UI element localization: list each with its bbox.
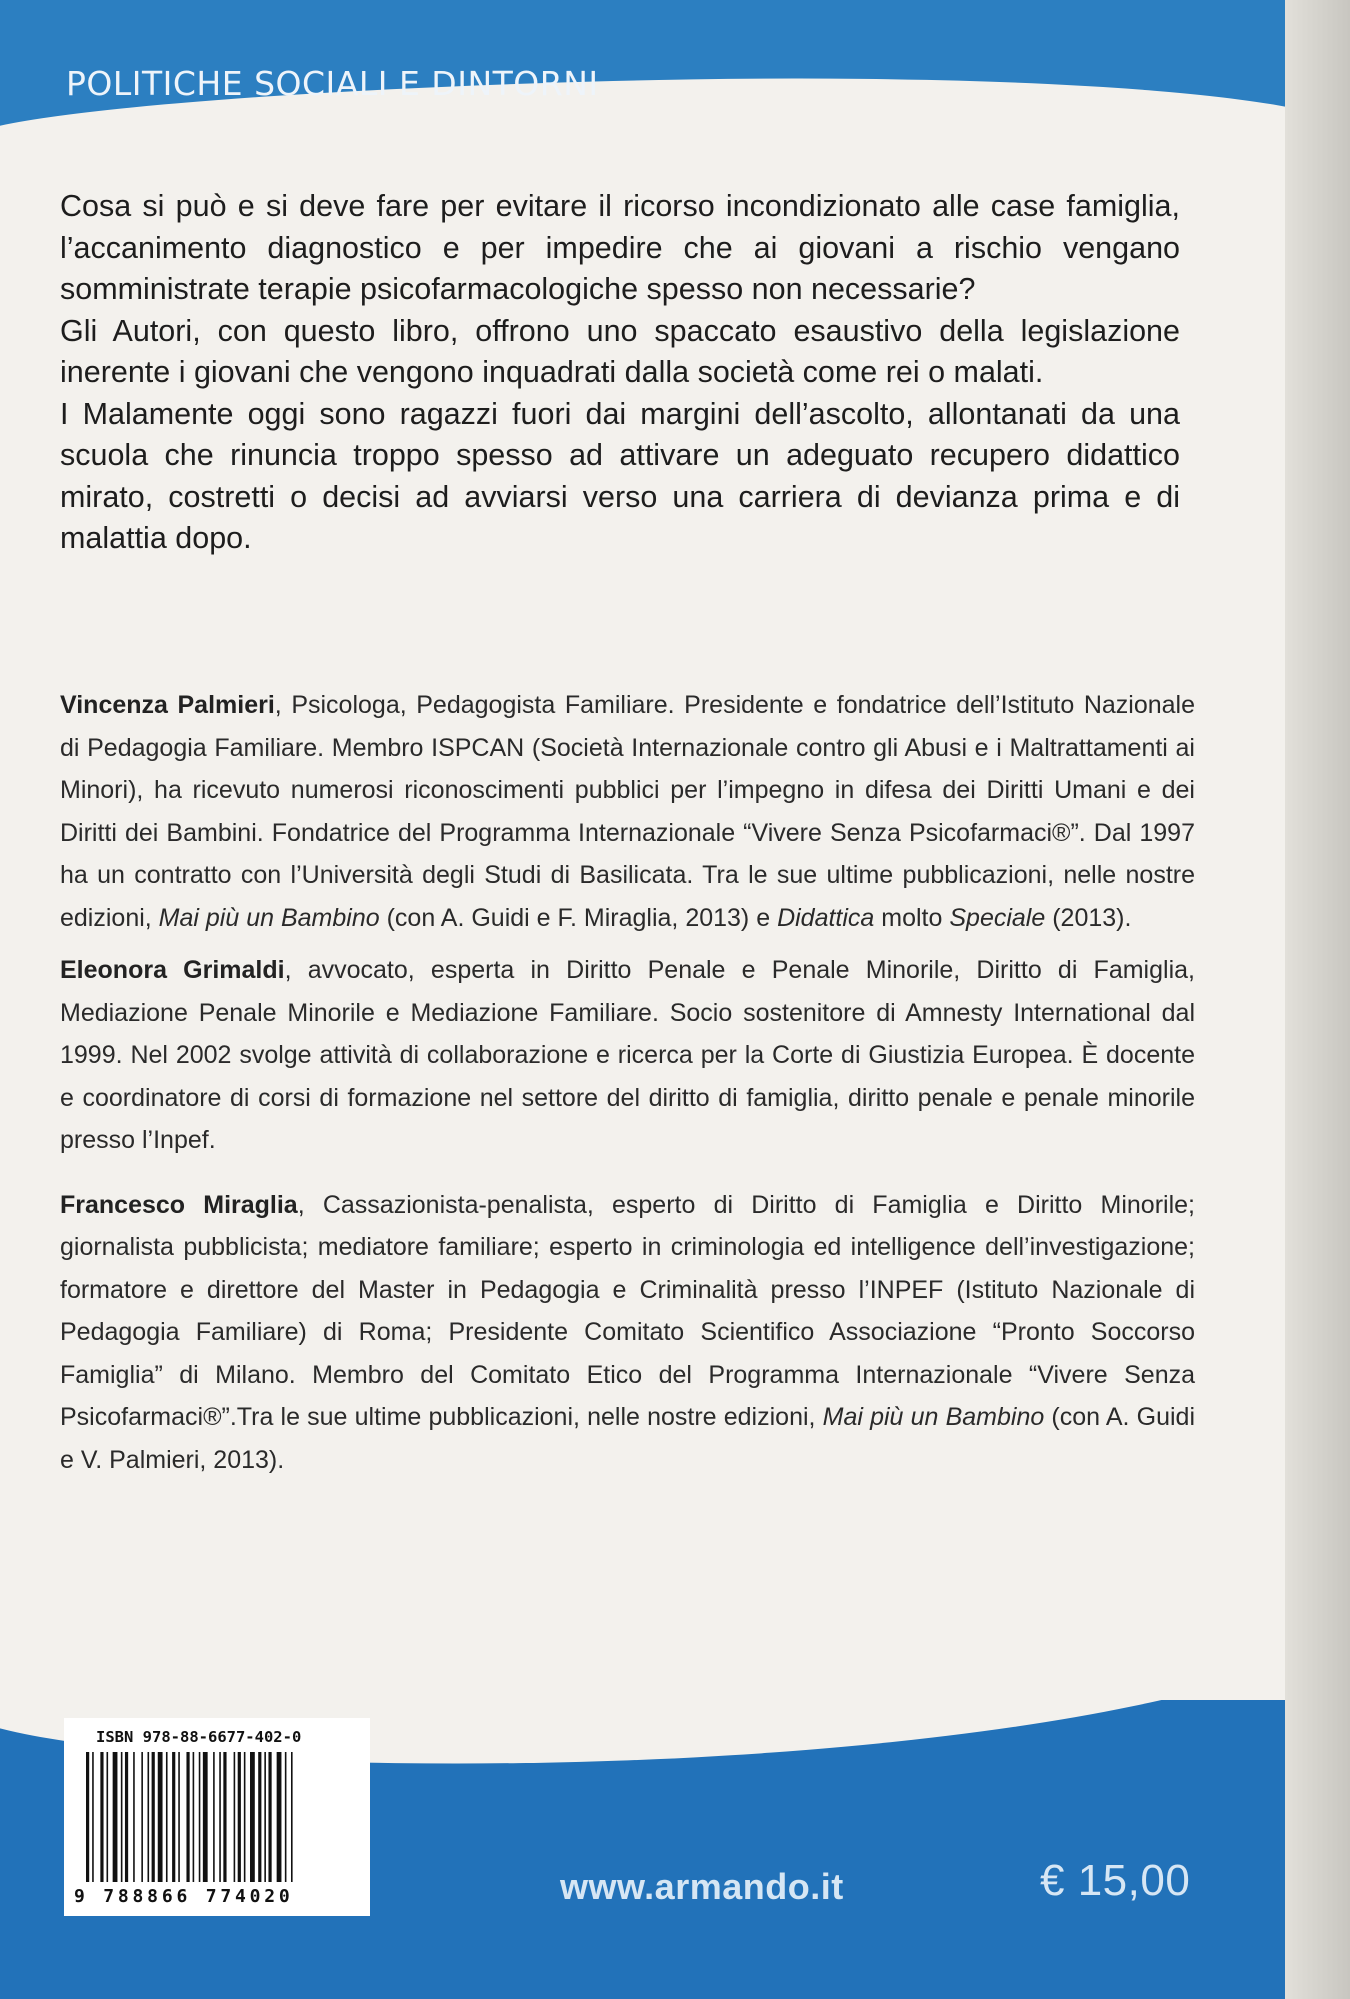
author-bio-miraglia: [60, 1184, 1195, 1482]
book-title: Speciale: [949, 903, 1046, 932]
book-title: Mai più un Bambino: [822, 1403, 1045, 1431]
bio-text: , avvocato, esperta in Diritto Penale e Penale Minorile, Diritto di Famiglia, Mediazione Penale Minorile e Mediazione Familiare. Socio sostenitore di Amnesty International dal 1999. Nel 2002 svolge attività di collaborazione e ricerca per la Corte di Giustizia Europea. È docente e coordinatore di corsi di formazione nel settore del diritto di famiglia, diritto penale e penale minorile presso l’Inpef.: [60, 956, 1195, 1154]
author-name: Vincenza Palmieri: [60, 691, 275, 719]
page-edge: [1285, 0, 1350, 1999]
series-title: POLITICHE SOCIALI E DINTORNI: [66, 64, 599, 103]
intro-paragraph: I Malamente oggi sono ragazzi fuori dai margini dell’ascolto, allontanati da una scuola che rinuncia troppo spesso ad attivare un adeguato recupero didattico mirato, costretti o decisi ad avviarsi verso una carriera di devianza prima e di malattia dopo.: [60, 396, 1180, 555]
bio-text: molto: [874, 903, 950, 932]
barcode-digits: 9 788866 774020: [74, 1886, 294, 1907]
isbn-number: ISBN 978-88-6677-402-0: [96, 1728, 302, 1746]
intro-paragraph: Cosa si può e si deve fare per evitare il ricorso incondizionato alle case famiglia, l’accanimento diagnostico e per impedire che ai giovani a rischio vengano somministrate terapie psicofarmacologiche spesso non necessarie?: [60, 189, 1180, 306]
author-name: Francesco Miraglia: [60, 1190, 298, 1219]
price-label: € 15,00: [1040, 1856, 1191, 1905]
author-name: Eleonora Grimaldi: [60, 956, 285, 984]
book-title: Mai più un Bambino: [158, 903, 380, 932]
author-bios: [60, 684, 1195, 1481]
bio-text: , Cassazionista-penalista, esperto di Diritto di Famiglia e Diritto Minorile; giornalista pubblicista; mediatore familiare; esperto in criminologia ed intelligence dell’investigazione; formatore e direttore del Master in Pedagogia e Criminalità presso l’INPEF (Istituto Nazionale di Pedagogia Familiare) di Roma; Presidente Comitato Scientifico Associazione “Pronto Soccorso Famiglia” di Milano. Membro del Comitato Etico del Programma Internazionale “Vivere Senza Psicofarmaci®”.Tra le sue ultime pubblicazioni, nelle nostre edizioni,: [60, 1190, 1195, 1431]
author-bio-grimaldi: [60, 949, 1195, 1162]
author-bio-palmieri: [60, 684, 1195, 939]
bio-text: (con A. Guidi e V. Palmieri, 2013).: [60, 1403, 1195, 1474]
bio-text: (con A. Guidi e F. Miraglia, 2013) e: [379, 903, 778, 932]
barcode-icon: [86, 1752, 352, 1882]
publisher-website: www.armando.it: [560, 1866, 844, 1907]
book-title: Didattica: [777, 903, 875, 932]
intro-paragraph: Gli Autori, con questo libro, offrono uno spaccato esaustivo della legislazione inerente i giovani che vengono inquadrati dalla società come rei o malati.: [60, 313, 1180, 389]
intro-text: [60, 186, 1180, 560]
bio-text: , Psicologa, Pedagogista Familiare. Presidente e fondatrice dell’Istituto Nazionale di Pedagogia Familiare. Membro ISPCAN (Società Internazionale contro gli Abusi e i Maltrattamenti ai Minori), ha ricevuto numerosi riconoscimenti pubblici per l’impegno in difesa dei Diritti Umani e dei Diritti dei Bambini. Fondatrice del Programma Internazionale “Vivere Senza Psicofarmaci®”. Dal 1997 ha un contratto con l’Università degli Studi di Basilicata. Tra le sue ultime pubblicazioni, nelle nostre edizioni,: [60, 691, 1196, 932]
barcode-label: [64, 1718, 370, 1916]
bio-text: (2013).: [1045, 903, 1132, 932]
